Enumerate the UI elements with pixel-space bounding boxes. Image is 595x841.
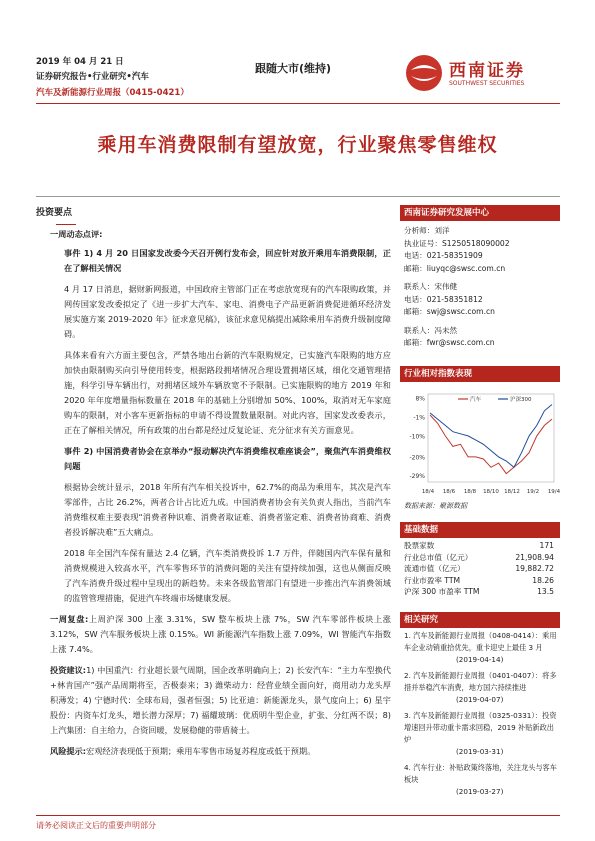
basic-data-value: 13.5 [537,587,554,596]
x-tick-label: 19/2 [526,489,540,495]
contact-list [404,225,559,350]
related-research-title: 4. 汽车行业：补贴政策终落地，关注龙头与客车板块 [404,763,557,784]
contact-line: 邮箱：fwr@swsc.com.cn [404,338,495,347]
basic-data-label: 流通市值（亿元） [404,564,465,573]
rating: 跟随大市(维持) [255,62,332,75]
team-header: 西南证券研究发展中心 [400,205,560,221]
related-research-header: 相关研究 [400,612,560,628]
event-2-paragraph-1: 根据协会统计显示，2018 年所有汽车相关投诉中，62.7%的商品为乘用车，其次是汽车零部件，占比 26.2%，两者合计占比近九成。中国消费者协会有关负责人指出，当前汽车消费维权难主要表现“消费者种识难、消费者取证难、消费者鉴定难、消费者协商难、消费者投诉解决难”五大痛点。 [64,482,391,537]
weekly-review-label: 一周复盘: [50,614,89,624]
report-category: 证券研究报告•行业研究•汽车 [36,72,149,82]
related-research-list [404,630,557,802]
risk-warning-label: 风险提示: [50,746,87,756]
legend-label: 汽车 [470,397,482,403]
weekly-review [36,612,391,657]
sub-dynamic-review: 一周动态点评: [50,229,103,239]
section-rule [56,224,76,225]
basic-data-table [404,540,554,598]
legend-label: 沪深300 [510,397,532,403]
title-divider [36,196,560,197]
y-tick-label: -29% [409,473,425,481]
basic-data-value: 171 [539,541,554,550]
y-tick-label: -10% [409,433,425,441]
contact-line: 电话：021-58351909 [404,251,483,260]
main-column [36,205,391,759]
related-research-date: (2019-04-14) [456,655,504,664]
footer-divider [36,815,560,816]
contact-line: 执业证号：S1250518090002 [404,238,510,248]
x-tick-label: 18/6 [442,489,456,495]
contact-line: 邮箱：liuyqc@swsc.com.cn [404,263,506,273]
basic-data-label: 股票家数 [404,541,435,550]
logo-en: SOUTHWEST SECURITIES [449,80,525,87]
basic-data-label: 沪深 300 市盈率 TTM [404,587,480,596]
investment-advice [36,663,391,738]
relative-index-chart [402,386,560,498]
contact-line: 邮箱：swj@swsc.com.cn [404,307,495,316]
related-research-item[interactable] [404,670,557,706]
footer-disclaimer: 请务必阅读正文后的重要声明部分 [36,821,156,830]
y-tick-label: 8% [415,395,425,403]
risk-warning [36,744,391,759]
related-research-date: (2019-03-27) [456,787,504,796]
event-1-paragraph-1: 4 月 17 日消息，据财新网报道，中国政府主管部门正在考虑放宽现有的汽车限购政策，并网传国家发改委拟定了《进一步扩大汽车、家电、消费电子产品更新消费促进循环经济发展实施方案 2019-2020 年》征求意见稿》，该征求意见稿提出减除乘用车消费升级制度障碍。 [64,284,391,339]
y-tick-label: -20% [409,454,425,462]
basic-data-label: 行业市盈率 TTM [404,575,461,585]
chart-source: 数据来源：聚源数据 [404,502,467,510]
basic-data-value: 19,882.72 [515,564,554,573]
page-title: 乘用车消费限制有望放宽，行业聚焦零售维权 [97,134,498,156]
investment-advice-text: 1) 中国重汽：行业超长景气周期，国企改革明确向上；2) 长安汽车：“主力车型换代+林肯国产”强产品周期将至，否极泰来；3) 潍柴动力：经营业绩全面向好，商用动力龙头厚积薄发；4) 宁德时代：全球布局，强者恒强；5) 比亚迪：新能源龙头，景气度向上；6) 星宇股份：内资车灯龙头，增长潜力深厚；7) 福耀玻璃：优质明牛型企业，扩张、分红两不误；8) 上汽集团：自主给力，合资回暖，发展稳健的带盾骑士。 [50,665,391,735]
contact-line: 联系人：冯未然 [404,325,458,335]
related-research-item[interactable] [404,762,557,798]
y-tick-label: -1% [413,414,425,422]
related-research-item[interactable] [404,710,557,758]
risk-warning-text: 宏观经济表现低于预期；乘用车零售市场复苏程度或低于预期。 [86,746,316,756]
chart-header: 行业相对指数表现 [400,366,560,382]
basic-data-value: 18.26 [532,575,554,585]
x-tick-label: 19/4 [547,489,560,495]
related-research-item[interactable] [404,630,557,666]
logo-emblem-icon [405,54,443,92]
company-logo [405,50,560,100]
investment-advice-label: 投资建议: [50,665,87,675]
basic-data-label: 行业总市值（亿元） [404,552,473,562]
x-tick-label: 18/4 [421,489,435,495]
event-2-heading: 事件 2) 中国消费者协会在京举办“报动解决汽车消费维权难座谈会”，聚焦汽车消费维权问题 [64,446,391,471]
contact-line: 电话：021-58351812 [404,294,483,304]
basic-data-row [404,575,554,587]
related-research-title: 1. 汽车及新能源行业周报（0408-0414）：乘用车企业动销重拾优先，重卡迎史上最佳 3 月 [404,631,557,652]
report-date: 2019 年 04 月 21 日 [36,57,124,67]
related-research-title: 2. 汽车及新能源行业周报（0401-0407）：将多措并举稳汽车消费，地方国六持续推进 [404,671,557,692]
basic-data-value: 21,908.94 [515,552,554,562]
x-tick-label: 18/12 [504,489,520,495]
event-1-heading: 事件 1) 4 月 20 日国家发改委今天召开例行发布会，回应针对放开乘用车消费限制，正在了解相关情况 [64,248,391,273]
x-tick-label: 18/8 [463,489,477,495]
logo-cn: 西南证券 [449,61,525,81]
related-research-date: (2019-03-31) [456,747,504,756]
section-title: 投资要点 [36,208,73,218]
relative-index-chart-svg [402,386,560,498]
contact-line: 联系人：宋伟健 [404,282,458,291]
basic-data-row [404,586,554,598]
series-line-0 [430,415,552,474]
x-tick-label: 18/10 [483,489,499,495]
header-divider [36,103,560,104]
related-research-date: (2019-04-07) [456,695,504,704]
weekly-review-text: 上周沪深 300 上涨 3.31%，SW 整车板块上涨 7%，SW 汽车零部件板块上涨 3.12%，SW 汽车服务板块上涨 0.15%。WI 新能源汽车指数上涨 7.09%，WI 智能汽车指数上涨 7.4%。 [50,614,391,654]
report-name: 汽车及新能源行业周报（0415-0421） [36,88,189,98]
event-1-paragraph-2: 具体来看有六方面主要包含，严禁各地出台新的汽车限购规定，已实施汽车限购的地方应加快由限制购买向引导使用转变，根据路段拥堵情况合理设置拥堵区域，细化交通管理措施，科学引导车辆出行，对拥堵区域外车辆放宽不予限制。已实施限购的地方 2019 年和 2020 年年度增量指标数量在 2018 年的基础上分别增加 50%、100%，取消对无车家庭购车的限制，对小客车更新指标的申请不得设置数量限制。对此内容，国家发改委表示，正在了解相关情况，所有政策的出台都是经过反复论证、充分征求有关方面意见。 [64,350,391,435]
series-line-1 [430,405,552,468]
basic-data-header: 基础数据 [400,522,560,538]
basic-data-row [404,563,554,575]
basic-data-row [404,540,554,552]
event-2-paragraph-2: 2018 年全国汽车保有量达 2.4 亿辆，汽车类消费投诉 1.7 万件，伴随国内汽车保有量和消费规模进入较高水平，汽车零售环节的消费问题的关注有望持续加强，这也从侧面反映了汽车消费升级过程中呈现出的新趋势。未来各级监管部门有望进一步推出汽车消费领域的监管管理措施，促进汽车终端市场健康发展。 [64,548,391,603]
contact-line: 分析师：刘洋 [404,226,450,235]
basic-data-row [404,552,554,564]
related-research-title: 3. 汽车及新能源行业周报（0325-0331）：投资增速回升带动重卡需求回稳，2019 补贴新政出炉 [404,711,557,744]
